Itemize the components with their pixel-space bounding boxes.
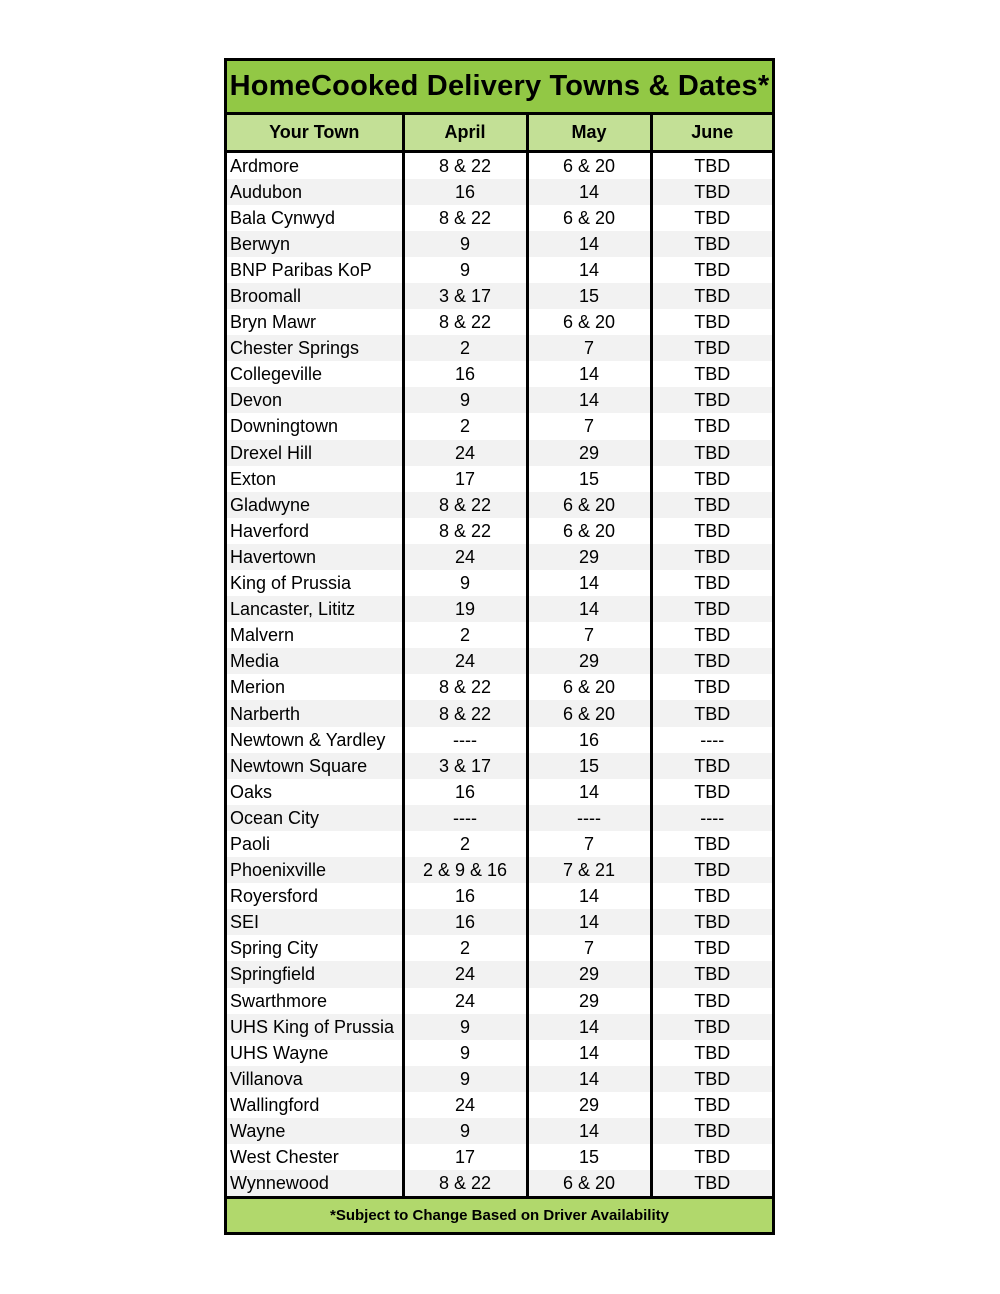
- april-cell: 9: [403, 1040, 527, 1066]
- town-cell: Villanova: [227, 1066, 403, 1092]
- june-cell: TBD: [651, 257, 772, 283]
- june-cell: TBD: [651, 544, 772, 570]
- town-cell: Lancaster, Lititz: [227, 596, 403, 622]
- table-row: [227, 831, 772, 857]
- june-cell: TBD: [651, 753, 772, 779]
- table-row: [227, 779, 772, 805]
- may-cell: 7: [527, 413, 651, 439]
- town-cell: Bryn Mawr: [227, 309, 403, 335]
- april-cell: 24: [403, 648, 527, 674]
- june-cell: TBD: [651, 440, 772, 466]
- april-cell: ----: [403, 727, 527, 753]
- table-row: [227, 257, 772, 283]
- table-row: [227, 857, 772, 883]
- may-cell: 15: [527, 753, 651, 779]
- june-cell: TBD: [651, 622, 772, 648]
- june-cell: TBD: [651, 674, 772, 700]
- june-cell: TBD: [651, 596, 772, 622]
- town-cell: Media: [227, 648, 403, 674]
- april-cell: 9: [403, 231, 527, 257]
- may-cell: 29: [527, 440, 651, 466]
- town-cell: Wynnewood: [227, 1170, 403, 1196]
- may-cell: 6 & 20: [527, 1170, 651, 1196]
- april-cell: 8 & 22: [403, 518, 527, 544]
- june-cell: TBD: [651, 1144, 772, 1170]
- may-cell: 14: [527, 361, 651, 387]
- june-cell: TBD: [651, 231, 772, 257]
- may-cell: 29: [527, 544, 651, 570]
- june-cell: ----: [651, 727, 772, 753]
- june-cell: TBD: [651, 648, 772, 674]
- may-cell: 14: [527, 883, 651, 909]
- table-row: [227, 935, 772, 961]
- town-cell: Springfield: [227, 961, 403, 987]
- table-row: [227, 413, 772, 439]
- town-cell: King of Prussia: [227, 570, 403, 596]
- april-cell: 9: [403, 257, 527, 283]
- town-cell: Haverford: [227, 518, 403, 544]
- may-cell: 7: [527, 831, 651, 857]
- may-cell: 29: [527, 1092, 651, 1118]
- header-row: [227, 115, 772, 151]
- may-cell: 14: [527, 179, 651, 205]
- table-row: [227, 387, 772, 413]
- april-cell: 24: [403, 988, 527, 1014]
- june-cell: TBD: [651, 1092, 772, 1118]
- april-cell: 9: [403, 1118, 527, 1144]
- table-row: [227, 205, 772, 231]
- town-cell: Oaks: [227, 779, 403, 805]
- table-row: [227, 674, 772, 700]
- may-cell: 14: [527, 1066, 651, 1092]
- column-header-may: May: [527, 115, 651, 151]
- may-cell: 29: [527, 988, 651, 1014]
- town-cell: Bala Cynwyd: [227, 205, 403, 231]
- may-cell: 6 & 20: [527, 309, 651, 335]
- table-row: [227, 492, 772, 518]
- town-cell: Swarthmore: [227, 988, 403, 1014]
- may-cell: 14: [527, 1118, 651, 1144]
- table-row: [227, 727, 772, 753]
- town-cell: Phoenixville: [227, 857, 403, 883]
- town-cell: Malvern: [227, 622, 403, 648]
- town-cell: Ocean City: [227, 805, 403, 831]
- april-cell: 8 & 22: [403, 151, 527, 179]
- may-cell: 14: [527, 779, 651, 805]
- april-cell: 2: [403, 935, 527, 961]
- title-bar: [227, 61, 772, 115]
- april-cell: 24: [403, 440, 527, 466]
- table-row: [227, 700, 772, 726]
- june-cell: TBD: [651, 935, 772, 961]
- april-cell: 24: [403, 1092, 527, 1118]
- may-cell: 14: [527, 596, 651, 622]
- june-cell: TBD: [651, 492, 772, 518]
- may-cell: 7: [527, 935, 651, 961]
- town-cell: UHS Wayne: [227, 1040, 403, 1066]
- april-cell: 2: [403, 831, 527, 857]
- april-cell: 2: [403, 622, 527, 648]
- april-cell: 9: [403, 570, 527, 596]
- april-cell: 8 & 22: [403, 700, 527, 726]
- june-cell: TBD: [651, 179, 772, 205]
- column-header-town: Your Town: [227, 115, 403, 151]
- table-row: [227, 309, 772, 335]
- table-row: [227, 1066, 772, 1092]
- town-cell: Downingtown: [227, 413, 403, 439]
- april-cell: 17: [403, 1144, 527, 1170]
- table-row: [227, 1040, 772, 1066]
- town-cell: Chester Springs: [227, 335, 403, 361]
- town-cell: Merion: [227, 674, 403, 700]
- june-cell: TBD: [651, 205, 772, 231]
- april-cell: 2: [403, 335, 527, 361]
- town-cell: Ardmore: [227, 151, 403, 179]
- june-cell: TBD: [651, 909, 772, 935]
- may-cell: 14: [527, 257, 651, 283]
- june-cell: TBD: [651, 857, 772, 883]
- schedule-table: [227, 115, 772, 1196]
- may-cell: 14: [527, 1014, 651, 1040]
- town-cell: Paoli: [227, 831, 403, 857]
- town-cell: West Chester: [227, 1144, 403, 1170]
- june-cell: TBD: [651, 570, 772, 596]
- town-cell: Collegeville: [227, 361, 403, 387]
- may-cell: 29: [527, 648, 651, 674]
- may-cell: 14: [527, 231, 651, 257]
- april-cell: 9: [403, 387, 527, 413]
- table-row: [227, 753, 772, 779]
- town-cell: Broomall: [227, 283, 403, 309]
- april-cell: 17: [403, 466, 527, 492]
- table-row: [227, 961, 772, 987]
- table-row: [227, 1118, 772, 1144]
- town-cell: SEI: [227, 909, 403, 935]
- town-cell: Royersford: [227, 883, 403, 909]
- april-cell: 16: [403, 361, 527, 387]
- town-cell: Havertown: [227, 544, 403, 570]
- may-cell: 7 & 21: [527, 857, 651, 883]
- may-cell: 14: [527, 909, 651, 935]
- april-cell: 9: [403, 1014, 527, 1040]
- table-row: [227, 1170, 772, 1196]
- table-row: [227, 544, 772, 570]
- town-cell: UHS King of Prussia: [227, 1014, 403, 1040]
- town-cell: Drexel Hill: [227, 440, 403, 466]
- june-cell: TBD: [651, 413, 772, 439]
- footer-bar: [227, 1196, 772, 1232]
- may-cell: 6 & 20: [527, 518, 651, 544]
- table-row: [227, 596, 772, 622]
- june-cell: TBD: [651, 883, 772, 909]
- may-cell: 6 & 20: [527, 674, 651, 700]
- may-cell: 6 & 20: [527, 151, 651, 179]
- column-header-june: June: [651, 115, 772, 151]
- april-cell: 9: [403, 1066, 527, 1092]
- june-cell: TBD: [651, 700, 772, 726]
- may-cell: 6 & 20: [527, 492, 651, 518]
- april-cell: 8 & 22: [403, 1170, 527, 1196]
- april-cell: 2 & 9 & 16: [403, 857, 527, 883]
- may-cell: 14: [527, 570, 651, 596]
- footer-note: *Subject to Change Based on Driver Availability: [330, 1207, 669, 1225]
- april-cell: ----: [403, 805, 527, 831]
- april-cell: 8 & 22: [403, 492, 527, 518]
- april-cell: 16: [403, 909, 527, 935]
- table-row: [227, 1092, 772, 1118]
- april-cell: 8 & 22: [403, 674, 527, 700]
- table-row: [227, 883, 772, 909]
- june-cell: TBD: [651, 1066, 772, 1092]
- may-cell: 7: [527, 335, 651, 361]
- may-cell: 14: [527, 387, 651, 413]
- town-cell: Exton: [227, 466, 403, 492]
- may-cell: 15: [527, 1144, 651, 1170]
- column-header-april: April: [403, 115, 527, 151]
- april-cell: 8 & 22: [403, 205, 527, 231]
- june-cell: TBD: [651, 151, 772, 179]
- table-row: [227, 283, 772, 309]
- june-cell: TBD: [651, 988, 772, 1014]
- april-cell: 24: [403, 544, 527, 570]
- april-cell: 16: [403, 179, 527, 205]
- town-cell: Wallingford: [227, 1092, 403, 1118]
- table-row: [227, 335, 772, 361]
- town-cell: BNP Paribas KoP: [227, 257, 403, 283]
- table-row: [227, 622, 772, 648]
- table-row: [227, 909, 772, 935]
- june-cell: TBD: [651, 309, 772, 335]
- table-row: [227, 440, 772, 466]
- may-cell: 29: [527, 961, 651, 987]
- delivery-schedule-sheet: [224, 58, 775, 1235]
- april-cell: 3 & 17: [403, 753, 527, 779]
- june-cell: TBD: [651, 831, 772, 857]
- june-cell: TBD: [651, 283, 772, 309]
- may-cell: 7: [527, 622, 651, 648]
- table-body: [227, 151, 772, 1196]
- table-row: [227, 570, 772, 596]
- april-cell: 24: [403, 961, 527, 987]
- page-title: HomeCooked Delivery Towns & Dates*: [229, 70, 770, 102]
- table-row: [227, 466, 772, 492]
- table-row: [227, 231, 772, 257]
- may-cell: 14: [527, 1040, 651, 1066]
- june-cell: TBD: [651, 1118, 772, 1144]
- table-row: [227, 1144, 772, 1170]
- town-cell: Audubon: [227, 179, 403, 205]
- table-row: [227, 1014, 772, 1040]
- table-row: [227, 179, 772, 205]
- town-cell: Berwyn: [227, 231, 403, 257]
- table-row: [227, 518, 772, 544]
- town-cell: Newtown & Yardley: [227, 727, 403, 753]
- table-row: [227, 805, 772, 831]
- town-cell: Newtown Square: [227, 753, 403, 779]
- april-cell: 3 & 17: [403, 283, 527, 309]
- may-cell: 16: [527, 727, 651, 753]
- town-cell: Gladwyne: [227, 492, 403, 518]
- june-cell: ----: [651, 805, 772, 831]
- june-cell: TBD: [651, 335, 772, 361]
- town-cell: Narberth: [227, 700, 403, 726]
- june-cell: TBD: [651, 1040, 772, 1066]
- may-cell: 15: [527, 466, 651, 492]
- may-cell: ----: [527, 805, 651, 831]
- april-cell: 2: [403, 413, 527, 439]
- town-cell: Spring City: [227, 935, 403, 961]
- june-cell: TBD: [651, 961, 772, 987]
- june-cell: TBD: [651, 779, 772, 805]
- june-cell: TBD: [651, 466, 772, 492]
- may-cell: 15: [527, 283, 651, 309]
- april-cell: 16: [403, 779, 527, 805]
- june-cell: TBD: [651, 1170, 772, 1196]
- table-header: [227, 115, 772, 151]
- june-cell: TBD: [651, 361, 772, 387]
- april-cell: 8 & 22: [403, 309, 527, 335]
- town-cell: Devon: [227, 387, 403, 413]
- town-cell: Wayne: [227, 1118, 403, 1144]
- may-cell: 6 & 20: [527, 700, 651, 726]
- june-cell: TBD: [651, 1014, 772, 1040]
- april-cell: 16: [403, 883, 527, 909]
- table-row: [227, 151, 772, 179]
- table-row: [227, 988, 772, 1014]
- table-row: [227, 361, 772, 387]
- june-cell: TBD: [651, 387, 772, 413]
- april-cell: 19: [403, 596, 527, 622]
- june-cell: TBD: [651, 518, 772, 544]
- table-row: [227, 648, 772, 674]
- may-cell: 6 & 20: [527, 205, 651, 231]
